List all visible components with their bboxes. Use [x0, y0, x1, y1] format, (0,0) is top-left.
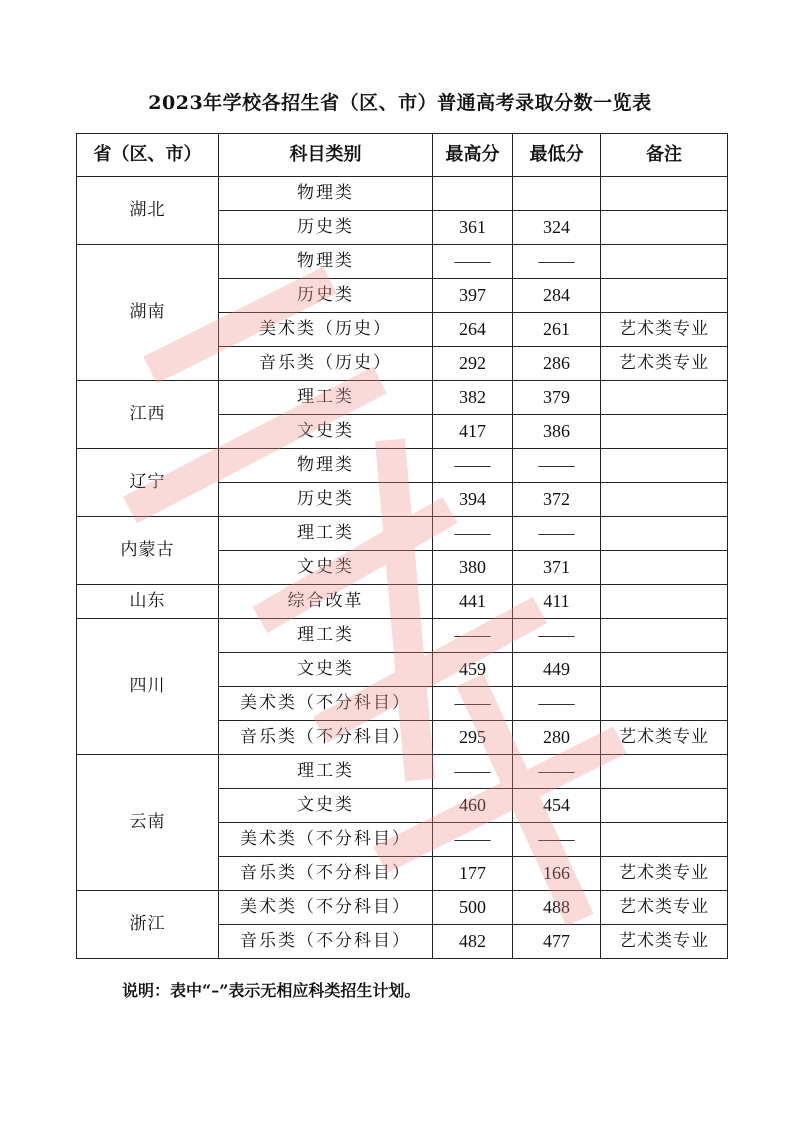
subject-cell: 综合改革	[219, 585, 433, 619]
subject-cell: 物理类	[219, 245, 433, 279]
max-score-cell: 459	[433, 653, 513, 687]
min-score-cell: 379	[513, 381, 601, 415]
min-score-cell: 386	[513, 415, 601, 449]
min-score-cell: 261	[513, 313, 601, 347]
table-row	[77, 245, 728, 279]
note-cell	[601, 551, 728, 585]
max-score-cell: 417	[433, 415, 513, 449]
max-score-cell	[433, 177, 513, 211]
max-score-cell: 295	[433, 721, 513, 755]
min-score-cell: 286	[513, 347, 601, 381]
min-score-cell: ——	[513, 823, 601, 857]
page-title: 2023年学校各招生省（区、市）普通高考录取分数一览表	[148, 92, 652, 114]
max-score-cell: 397	[433, 279, 513, 313]
max-score-cell: 441	[433, 585, 513, 619]
min-score-cell: 454	[513, 789, 601, 823]
max-score-cell: 292	[433, 347, 513, 381]
table-body	[77, 177, 728, 959]
min-score-cell: 411	[513, 585, 601, 619]
subject-cell: 理工类	[219, 619, 433, 653]
header-min-score: 最低分	[513, 134, 601, 177]
max-score-cell: ——	[433, 687, 513, 721]
province-cell: 云南	[77, 755, 219, 891]
note-cell: 艺术类专业	[601, 925, 728, 959]
footnote: 说明：表中“–”表示无相应科类招生计划。	[122, 981, 421, 1000]
table-row	[77, 891, 728, 925]
province-cell: 内蒙古	[77, 517, 219, 585]
max-score-cell: 264	[433, 313, 513, 347]
subject-cell: 美术类（不分科目）	[219, 687, 433, 721]
subject-cell: 物理类	[219, 449, 433, 483]
note-cell: 艺术类专业	[601, 313, 728, 347]
subject-cell: 音乐类（不分科目）	[219, 857, 433, 891]
note-cell	[601, 381, 728, 415]
province-cell: 湖南	[77, 245, 219, 381]
min-score-cell: 488	[513, 891, 601, 925]
table-row	[77, 177, 728, 211]
max-score-cell: 177	[433, 857, 513, 891]
note-cell	[601, 789, 728, 823]
max-score-cell: ——	[433, 755, 513, 789]
header-note: 备注	[601, 134, 728, 177]
subject-cell: 理工类	[219, 517, 433, 551]
province-cell: 江西	[77, 381, 219, 449]
table-header-row	[77, 134, 728, 177]
note-cell: 艺术类专业	[601, 721, 728, 755]
table-row	[77, 449, 728, 483]
min-score-cell	[513, 177, 601, 211]
table-row	[77, 755, 728, 789]
table-row	[77, 381, 728, 415]
note-cell	[601, 517, 728, 551]
subject-cell: 美术类（不分科目）	[219, 891, 433, 925]
subject-cell: 音乐类（历史）	[219, 347, 433, 381]
max-score-cell: 382	[433, 381, 513, 415]
subject-cell: 理工类	[219, 755, 433, 789]
note-cell	[601, 279, 728, 313]
note-cell	[601, 755, 728, 789]
subject-cell: 音乐类（不分科目）	[219, 721, 433, 755]
max-score-cell: 394	[433, 483, 513, 517]
min-score-cell: 284	[513, 279, 601, 313]
note-cell	[601, 483, 728, 517]
min-score-cell: ——	[513, 245, 601, 279]
table-row	[77, 585, 728, 619]
min-score-cell: 371	[513, 551, 601, 585]
max-score-cell: ——	[433, 245, 513, 279]
subject-cell: 理工类	[219, 381, 433, 415]
max-score-cell: ——	[433, 449, 513, 483]
subject-cell: 音乐类（不分科目）	[219, 925, 433, 959]
subject-cell: 历史类	[219, 211, 433, 245]
min-score-cell: 449	[513, 653, 601, 687]
note-cell	[601, 687, 728, 721]
max-score-cell: ——	[433, 619, 513, 653]
province-cell: 湖北	[77, 177, 219, 245]
province-cell: 辽宁	[77, 449, 219, 517]
max-score-cell: ——	[433, 823, 513, 857]
max-score-cell: 482	[433, 925, 513, 959]
max-score-cell: ——	[433, 517, 513, 551]
admission-score-table	[76, 133, 728, 959]
header-max-score: 最高分	[433, 134, 513, 177]
min-score-cell: 477	[513, 925, 601, 959]
subject-cell: 美术类（不分科目）	[219, 823, 433, 857]
note-cell	[601, 823, 728, 857]
min-score-cell: 372	[513, 483, 601, 517]
note-cell	[601, 449, 728, 483]
subject-cell: 文史类	[219, 789, 433, 823]
note-cell	[601, 585, 728, 619]
note-cell: 艺术类专业	[601, 891, 728, 925]
max-score-cell: 380	[433, 551, 513, 585]
province-cell: 山东	[77, 585, 219, 619]
min-score-cell: 280	[513, 721, 601, 755]
max-score-cell: 500	[433, 891, 513, 925]
subject-cell: 历史类	[219, 279, 433, 313]
subject-cell: 文史类	[219, 551, 433, 585]
subject-cell: 文史类	[219, 415, 433, 449]
note-cell	[601, 211, 728, 245]
note-cell	[601, 415, 728, 449]
subject-cell: 物理类	[219, 177, 433, 211]
note-cell: 艺术类专业	[601, 857, 728, 891]
min-score-cell: 324	[513, 211, 601, 245]
note-cell	[601, 245, 728, 279]
note-cell: 艺术类专业	[601, 347, 728, 381]
subject-cell: 文史类	[219, 653, 433, 687]
min-score-cell: ——	[513, 687, 601, 721]
min-score-cell: 166	[513, 857, 601, 891]
note-cell	[601, 653, 728, 687]
header-province: 省（区、市）	[77, 134, 219, 177]
table-row	[77, 517, 728, 551]
max-score-cell: 361	[433, 211, 513, 245]
province-cell: 浙江	[77, 891, 219, 959]
table-row	[77, 619, 728, 653]
subject-cell: 历史类	[219, 483, 433, 517]
min-score-cell: ——	[513, 517, 601, 551]
note-cell	[601, 619, 728, 653]
min-score-cell: ——	[513, 619, 601, 653]
max-score-cell: 460	[433, 789, 513, 823]
header-subject: 科目类别	[219, 134, 433, 177]
min-score-cell: ——	[513, 755, 601, 789]
subject-cell: 美术类（历史）	[219, 313, 433, 347]
province-cell: 四川	[77, 619, 219, 755]
min-score-cell: ——	[513, 449, 601, 483]
note-cell	[601, 177, 728, 211]
